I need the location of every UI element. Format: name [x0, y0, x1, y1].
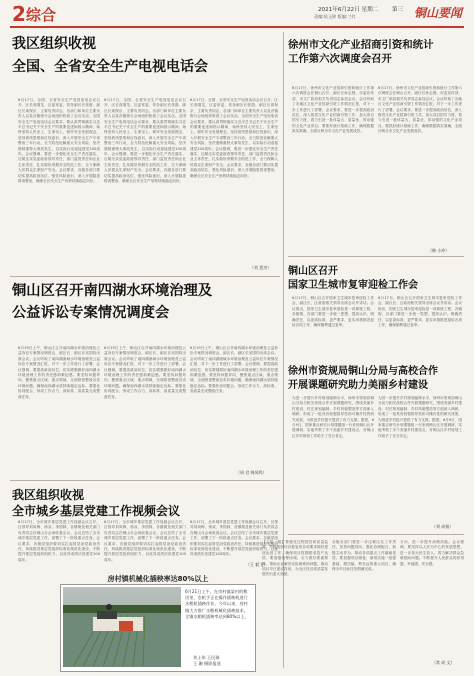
- article-title: 开展课题研究助力美丽乡村建设: [288, 380, 428, 391]
- article-title: 全市城乡基层党建工作视频会议: [12, 504, 181, 518]
- article-title: 全国、全省安全生产电视电话会: [12, 59, 208, 75]
- article-body: 6月17日，铜山区召开国家卫生城市复审迎检工作会，副区长、区政府相关领导出席会议并讲话。会议指出，国家卫生城市复审迎检是一项系统工程，各镇街、各部门要进一步统一思想，提高认识，明确责任，以更高标准、更严要求、更实举措推进迎检各项工作，确保顺利通过复审。: [292, 296, 374, 328]
- article-byline: （刘 成杨）: [432, 524, 454, 529]
- article-body: 【上接一版】要强化过程管控和质量监管，严格按照环评批复的各项要求做好建设运营工作，确保项目按期建成投产达效。要加强统筹协调，全力做好要素保障，帮助企业解决实际困难和问题，推动项目早日建成投用，为全区经济高质量发展作出更大贡献。: [262, 540, 328, 577]
- article-byline: （常 成 文）: [432, 660, 455, 665]
- article-title: 徐州市文化产业招商引资和统计: [288, 39, 434, 51]
- article-body: 6月17日，全市城乡基层党建工作视频会议召开，区领导刘凤梅、徐双、李国林，各镇街及相关部门负责同志在铜山分会场收看会议。会议总结了全市城乡基层党建工作，部署了下一阶段重点任务。会议要求，各级党组织要切实扛起管党治党政治责任，持续推进基层党组织标准化规范化建设，不断提升基层党组织组织力，以优异成绩庆祝建党100周年。: [104, 520, 186, 562]
- article-body: 各级各部门要进一步压紧压实工作责任，坚持问题导向，强化协调配合，积极主动作为，推动各项重点工作落地见效。要加强项目储备，谋划实施一批强基础、增功能、利长远的重大项目，确保全年目标任务圆满完成。: [332, 540, 396, 572]
- article-body: 6月17日，铜山区召开国家卫生城市复审迎检工作会，副区长、区政府相关领导出席会议并讲话。会议指出，国家卫生城市复审迎检是一项系统工程，各镇街、各部门要进一步统一思想，提高认识，明确责任，以更高标准、更严要求、更实举措推进迎检各项工作，确保顺利通过复审。: [378, 296, 462, 328]
- section-rule: [288, 256, 464, 257]
- page-tag: 第三: [392, 7, 404, 13]
- article-body: 6月17日，全国、全省安全生产电视电话会议召开，区长高继龙，区委常委、常务副区长张蔚，副区长周保京，主要负责同志，各部门和单位主要负责人以及各镇街分会场组织收看了会议实况。全国安全生产电视电话会议要求，要认真贯彻落实习近平总书记关于安全生产的重要论述和指示精神，始终坚持人民至上、生命至上，树牢安全发展理念，坚持底线思维和红线意识，深入开展安全生产专项整治三年行动，全力防范化解重大安全风险，坚决遏制重特大事故发生，以实际行动迎接建党100周年。会议强调，要进一步强化安全生产责任落实，压紧压实党委政府领导责任、部门监管责任和企业主体责任，扎实做好汛期安全防范工作，全力保障人民群众生命财产安全。会议要求，各级各部门要切实提高政治站位，强化风险意识，深入开展隐患排查整治，确保全区安全生产形势持续稳定向好。: [104, 98, 186, 184]
- article-byline: （刘 恩杰）: [250, 265, 272, 270]
- paper-name-logo: 铜山要闻: [414, 6, 463, 20]
- article-body: 为进一步提升乡村规划编制水平，徐州市资规局铜山分局与相关高校合作开展课题研究，围绕美丽乡村建设、村庄规划编制、乡村风貌塑造等方面深入调研，形成了一批具有较强指导性和可操作性的研究成果，为推进乡村振兴提供了有力支撑。据悉，6月9日，国家重点研究计划课题组一行来到铜山区开展调研，实地考察了多个美丽乡村建设点，对铜山区乡村规划工作给予了充分肯定。: [378, 396, 462, 438]
- article-body: 6月19日上午，铜山区召开南四湖水环境治理及公益诉讼专案情况调度会，副区长、副区长吴国钧出席会议。会议听取了南四湖流域水环境治理及公益诉讼专案情况汇报，对下一步工作进行了部署。会议强调，要提高政治站位，切实增强做好南四湖水环境治理工作的责任感和紧迫感。要坚持问题导向，聚焦重点区域、重点领域，全面排查整改各类环境问题，确保南四湖水质持续稳定达标。要强化协同配合，形成工作合力，高标准、高质量完成整改任务。: [190, 346, 278, 394]
- article-body: 6月17日，全市城乡基层党建工作视频会议召开，区领导刘凤梅、徐双、李国林，各镇街及相关部门负责同志在铜山分会场收看会议。会议总结了全市城乡基层党建工作，部署了下一阶段重点任务。会议要求，各级党组织要切实扛起管党治党政治责任，持续推进基层党组织标准化规范化建设，不断提升基层党组织组织力，以优异成绩庆祝建党100周年。: [18, 520, 100, 562]
- section-label: 综合: [26, 6, 57, 24]
- article-body: 6月17日，徐州市文化产业招商引资和统计工作第六次调度会在铜山召开，副区长孙志强，市委宣传部、市文广旅局相关负责同志参加会议。会议听取了各地区文化产业招商引资工作情况汇报，对下一步工作进行了部署。会议要求，要进一步提高政治站位，深入推进文化产业招商引资工作，加大项目招引力度，着力引进一批体量大、质量优、带动强的文化产业项目。要抓好统计基础工作，确保数据真实准确，全面反映全市文化产业发展成效。: [378, 86, 462, 134]
- article-body: 6月17日，全市城乡基层党建工作视频会议召开，区领导刘凤梅、徐双、李国林，各镇街及相关部门负责同志在铜山分会场收看会议。会议总结了全市城乡基层党建工作，部署了下一阶段重点任务。会议要求，各级党组织要切实扛起管党治党政治责任，持续推进基层党组织标准化规范化建设，不断提升基层党组织组织力，以优异成绩庆祝建党100周年。: [190, 520, 278, 557]
- issue-date: 2021年6月22日 星期二: [318, 7, 379, 13]
- article-body: 6月19日上午，铜山区召开南四湖水环境治理及公益诉讼专案情况调度会，副区长、副区长吴国钧出席会议。会议听取了南四湖流域水环境治理及公益诉讼专案情况汇报，对下一步工作进行了部署。会议强调，要提高政治站位，切实增强做好南四湖水环境治理工作的责任感和紧迫感。要坚持问题导向，聚焦重点区域、重点领域，全面排查整改各类环境问题，确保南四湖水质持续稳定达标。要强化协同配合，形成工作合力，高标准、高质量完成整改任务。: [18, 346, 100, 399]
- article-title: 我区组织收视: [12, 36, 96, 52]
- article-title: 铜山区召开南四湖水环境治理及: [12, 283, 213, 299]
- article-body: 6月17日，徐州市文化产业招商引资和统计工作第六次调度会在铜山召开，副区长孙志强，市委宣传部、市文广旅局相关负责同志参加会议。会议听取了各地区文化产业招商引资工作情况汇报，对下一步工作进行了部署。会议要求，要进一步提高政治站位，深入推进文化产业招商引资工作，加大项目招引力度，着力引进一批体量大、质量优、带动强的文化产业项目。要抓好统计基础工作，确保数据真实准确，全面反映全市文化产业发展成效。: [292, 86, 374, 134]
- photo-frame: [60, 584, 256, 672]
- article-body: 6月17日，全国、全省安全生产电视电话会议召开，区长高继龙，区委常委、常务副区长张蔚，副区长周保京，主要负责同志，各部门和单位主要负责人以及各镇街分会场组织收看了会议实况。全国安全生产电视电话会议要求，要认真贯彻落实习近平总书记关于安全生产的重要论述和指示精神，始终坚持人民至上、生命至上，树牢安全发展理念，坚持底线思维和红线意识，深入开展安全生产专项整治三年行动，全力防范化解重大安全风险，坚决遏制重特大事故发生，以实际行动迎接建党100周年。会议强调，要进一步强化安全生产责任落实，压紧压实党委政府领导责任、部门监管责任和企业主体责任，扎实做好汛期安全防范工作，全力保障人民群众生命财产安全。会议要求，各级各部门要切实提高政治站位，强化风险意识，深入开展隐患排查整治，确保全区安全生产形势持续稳定向好。: [18, 98, 100, 184]
- article-title: 国家卫生城市复审迎检工作会: [288, 280, 418, 291]
- article-body: 6月19日上午，铜山区召开南四湖水环境治理及公益诉讼专案情况调度会，副区长、副区长吴国钧出席会议。会议听取了南四湖流域水环境治理及公益诉讼专案情况汇报，对下一步工作进行了部署。会议强调，要提高政治站位，切实增强做好南四湖水环境治理工作的责任感和紧迫感。要坚持问题导向，聚焦重点区域、重点领域，全面排查整改各类环境问题，确保南四湖水质持续稳定达标。要强化协同配合，形成工作合力，高标准、高质量完成整改任务。: [104, 346, 186, 399]
- article-byline: （王 毅飞）: [246, 562, 268, 567]
- photo-credit: 刘士伟 王民瑞 王 珊 摄影报道: [193, 655, 221, 666]
- masthead-rule: [10, 26, 464, 28]
- article-title: 徐州市资规局铜山分局与高校合作: [288, 366, 438, 377]
- photo-feature: [60, 574, 256, 670]
- section-rule: [10, 480, 280, 481]
- article-title: 铜山区召开: [288, 266, 338, 277]
- article-body: 6月17日，全国、全省安全生产电视电话会议召开，区长高继龙，区委常委、常务副区长张蔚，副区长周保京，主要负责同志，各部门和单位主要负责人以及各镇街分会场组织收看了会议实况。全国安全生产电视电话会议要求，要认真贯彻落实习近平总书记关于安全生产的重要论述和指示精神，始终坚持人民至上、生命至上，树牢安全发展理念，坚持底线思维和红线意识，深入开展安全生产专项整治三年行动，全力防范化解重大安全风险，坚决遏制重特大事故发生，以实际行动迎接建党100周年。会议强调，要进一步强化安全生产责任落实，压紧压实党委政府领导责任、部门监管责任和企业主体责任，扎实做好汛期安全防范工作，全力保障人民群众生命财产安全。会议要求，各级各部门要切实提高政治站位，强化风险意识，深入开展隐患排查整治，确保全区安全生产形势持续稳定向好。: [190, 98, 278, 178]
- masthead: [0, 0, 474, 26]
- rice-field-photo: [63, 587, 181, 667]
- article-body: 为进一步提升乡村规划编制水平，徐州市资规局铜山分局与相关高校合作开展课题研究，围绕美丽乡村建设、村庄规划编制、乡村风貌塑造等方面深入调研，形成了一批具有较强指导性和可操作性的研究成果，为推进乡村振兴提供了有力支撑。据悉，6月9日，国家重点研究计划课题组一行来到铜山区开展调研，实地考察了多个美丽乡村建设点，对铜山区乡村规划工作给予了充分肯定。: [292, 396, 374, 438]
- article-title: 公益诉讼专案情况调度会: [12, 305, 170, 321]
- article-byline: （韩 小冲）: [428, 248, 450, 253]
- article-title: 工作第六次调度会召开: [288, 53, 392, 65]
- page-number: 2: [12, 2, 26, 26]
- photo-caption: 6月21日上午，在房村镇某村的稻田里，农机手正在操作插秧机进行水稻机插秧作业。今年以来，房村镇大力推广水稻机械化插秧技术，全镇水稻机插秧率达到80%以上。: [185, 589, 249, 619]
- article-body: 方向，进一步提升治理效能。会议强调，要坚持以人民为中心的发展思想，进一步加大民生投入，着力解决群众急难愁盼问题，不断提升人民群众的获得感、幸福感、安全感。: [400, 540, 464, 566]
- photo-headline: 房村镇机械化插秧率达80%以上: [107, 575, 209, 583]
- article-byline: （周 君 韩凤鸣）: [236, 470, 267, 475]
- section-rule: [288, 534, 464, 535]
- article-title: 我区组织收视: [12, 488, 85, 502]
- section-rule: [10, 276, 280, 277]
- editor-line: 责编:侯玉婷 版编:兰红: [314, 14, 356, 19]
